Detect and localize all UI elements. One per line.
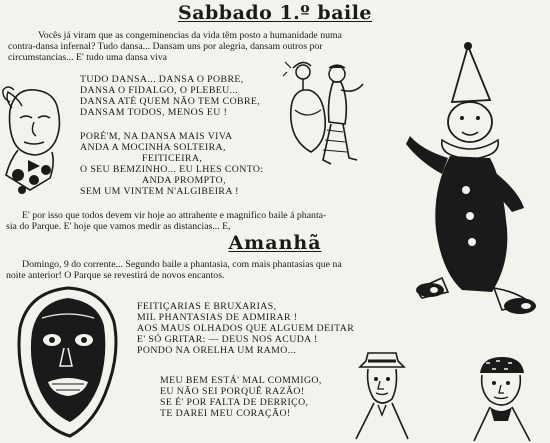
verse-two bbox=[80, 131, 264, 197]
verse-line: E' SÓ GRITAR: — DEUS NOS ACUDA ! bbox=[137, 334, 318, 345]
verse-line: MEU BEM ESTÁ' MAL COMMIGO, bbox=[160, 375, 322, 386]
verse-one bbox=[80, 74, 260, 118]
verse-line: DANSA O FIDALGO, O PLEBEU... bbox=[80, 85, 239, 96]
verse-line: PORÉ'M, NA DANSA MAIS VIVA bbox=[80, 131, 233, 142]
mid-paragraph bbox=[6, 210, 326, 232]
intro-paragraph bbox=[8, 30, 418, 63]
domingo-paragraph bbox=[6, 259, 342, 281]
verse-line: EU NÃO SEI PORQUÊ RAZÃO! bbox=[160, 386, 305, 397]
mid-line: E' por isso que todos devem vir hoje ao attrahente e magnifico baile á phanta- bbox=[22, 210, 327, 221]
intro-line: circumstancias... E' tudo uma dansa viva bbox=[8, 52, 168, 63]
verse-line: MIL PHANTASIAS DE ADMIRAR ! bbox=[137, 312, 298, 323]
verse-line: ANDA A MOCINHA SOLTEIRA, bbox=[80, 142, 226, 153]
clown-pierrot-icon bbox=[402, 40, 550, 320]
subtitle: Amanhã bbox=[228, 232, 322, 254]
intro-line: Vocês já viram que as congeminencias da vida têm posto a humanidade numa bbox=[38, 30, 342, 41]
domingo-line: noite anterior! O Parque se revestirá de novos encantos. bbox=[6, 270, 225, 281]
old-man-caricature-icon bbox=[0, 80, 75, 205]
verse-four bbox=[160, 375, 322, 419]
verse-line: ANDA PROMPTO, bbox=[142, 175, 226, 186]
verse-line: TUDO DANSA... DANSA O POBRE, bbox=[80, 74, 244, 85]
verse-line: TE DAREI MEU CORAÇÃO! bbox=[160, 408, 291, 419]
verse-line: DANSA ATÉ QUEM NÃO TEM COBRE, bbox=[80, 96, 261, 107]
carved-mask-icon bbox=[14, 282, 122, 442]
intro-line: contra-dansa infernal? Tudo dansa... Dansam uns por alegria, dansam outros por bbox=[8, 41, 323, 52]
verse-line: FEITIÇARIAS E BRUXARIAS, bbox=[137, 301, 277, 312]
verse-line: SEM UM VINTEM N'ALGIBEIRA ! bbox=[80, 186, 239, 197]
verse-three bbox=[137, 301, 354, 356]
mid-line: sia do Parque. E' hoje que vamos medir as distancias... E, bbox=[6, 221, 231, 232]
verse-line: SE É' POR FALTA DE DERRIÇO, bbox=[160, 397, 309, 408]
verse-line: PONDO NA ORELHA UM RAMO... bbox=[137, 345, 297, 356]
man-with-cap-icon bbox=[468, 355, 536, 441]
verse-line: AOS MAUS OLHADOS QUE ALGUEM DEITAR bbox=[137, 323, 355, 334]
page-title: Sabbado 1.º baile bbox=[177, 2, 373, 24]
verse-line: FEITICEIRA, bbox=[142, 153, 203, 164]
domingo-line: Domingo, 9 do corrente... Segundo baile a phantasia, com mais phantasias que na bbox=[22, 259, 342, 270]
verse-line: O SEU BEMZINHO... EU LHES CONTO: bbox=[80, 164, 264, 175]
man-with-hat-icon bbox=[352, 353, 412, 441]
verse-line: DANSAM TODOS, MENOS EU ! bbox=[80, 107, 228, 118]
dancing-couple-icon bbox=[283, 60, 373, 185]
